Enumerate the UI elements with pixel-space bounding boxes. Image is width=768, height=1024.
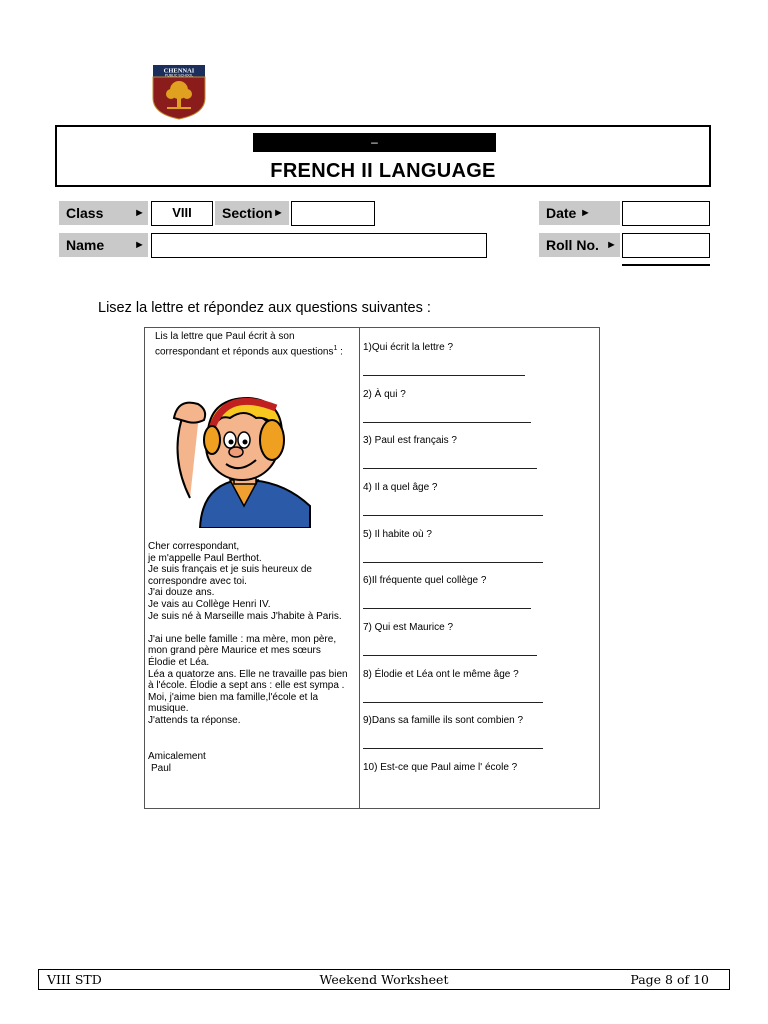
class-label: Class ► (59, 201, 148, 225)
question-3: 3) Paul est français ? (363, 435, 457, 446)
answer-line-4[interactable] (363, 515, 543, 516)
page-title: FRENCH II LANGUAGE (270, 160, 496, 182)
question-5: 5) Il habite où ? (363, 529, 432, 540)
name-field[interactable] (151, 233, 487, 258)
arrow-icon: ► (273, 207, 284, 219)
answer-line-5[interactable] (363, 562, 543, 563)
class-field[interactable]: VIII (151, 201, 213, 226)
question-1: 1)Qui écrit la lettre ? (363, 342, 454, 353)
question-4: 4) Il a quel âge ? (363, 482, 438, 493)
roll-field[interactable] (622, 233, 710, 258)
footer-page: Page 8 of 10 (630, 972, 709, 987)
answer-line-9[interactable] (363, 748, 543, 749)
footer-title: Weekend Worksheet (319, 972, 449, 987)
answer-line-3[interactable] (363, 468, 537, 469)
table-divider (359, 327, 360, 809)
footer-class: VIII STD (47, 972, 102, 987)
section-label: Section ► (215, 201, 289, 225)
date-label: Date ► (539, 201, 620, 225)
date-field[interactable] (622, 201, 710, 226)
question-7: 7) Qui est Maurice ? (363, 622, 454, 633)
school-logo (151, 64, 207, 120)
question-2: 2) À qui ? (363, 389, 406, 400)
redacted-bar: – (253, 133, 496, 152)
answer-line-7[interactable] (363, 655, 537, 656)
logo-text-bottom: PUBLIC SCHOOL (164, 73, 194, 78)
answer-line-2[interactable] (363, 422, 531, 423)
boy-illustration (160, 388, 312, 528)
footer (38, 969, 730, 990)
arrow-icon: ► (580, 207, 591, 219)
arrow-icon: ► (606, 239, 617, 251)
answer-line-6[interactable] (363, 608, 531, 609)
roll-label: Roll No. ► (539, 233, 620, 257)
arrow-icon: ► (134, 239, 145, 251)
letter-closing: Amicalement (148, 751, 206, 762)
question-8: 8) Élodie et Léa ont le même âge ? (363, 669, 519, 680)
question-9: 9)Dans sa famille ils sont combien ? (363, 715, 524, 726)
instruction: Lisez la lettre et répondez aux questions suivantes : (98, 300, 431, 316)
section-field[interactable] (291, 201, 375, 226)
name-label: Name ► (59, 233, 148, 257)
question-6: 6)Il fréquente quel collège ? (363, 575, 487, 586)
question-10: 10) Est-ce que Paul aime l' école ? (363, 762, 518, 773)
letter-intro: Lis la lettre que Paul écrit à son correspondant et réponds aux questions$^1$ : (155, 331, 343, 357)
logo-text-top: CHENNAI (163, 67, 195, 75)
answer-line-8[interactable] (363, 702, 543, 703)
letter-signature: Paul (151, 763, 172, 774)
roll-underline (622, 264, 710, 266)
answer-line-1[interactable] (363, 375, 525, 376)
arrow-icon: ► (134, 207, 145, 219)
letter-body: Cher correspondant, je m'appelle Paul Berthot. Je suis français et je suis heureux de correspondre avec toi. J'ai douze ans. Je vais au Collège Henri IV. Je suis né à Marseille mais J'habite à Paris. J'ai une belle famille : ma mère, mon père, mon grand père Maurice et mes sœurs Élodie et Léa. Léa a quatorze ans. Elle ne travaille pas bien à l'école. Élodie a sept ans : elle est sympa . Moi, j'aime bien ma famille,l'école et la musique. J'attends ta réponse. (148, 541, 348, 726)
